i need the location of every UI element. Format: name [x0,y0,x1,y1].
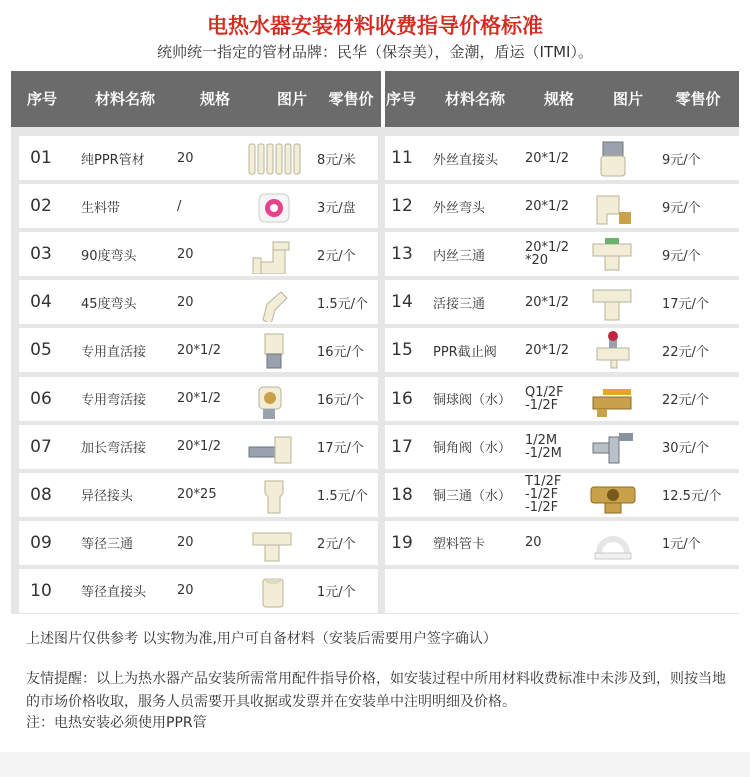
item-name: 45度弯头 [81,296,137,312]
header-name-right: 材料名称 [444,90,505,108]
image-disclaimer: 上述图片仅供参考 以实物为准,用户可自备材料（安装后需要用户签字确认） [26,631,497,647]
item-spec: 20 [177,535,194,551]
item-spec: 20*1/2 [525,150,569,166]
item-price: 2元/个 [317,537,356,553]
male-thread-elbow-icon [585,186,641,226]
plastic-pipe-clip-icon [585,523,641,563]
item-price: 9元/个 [662,248,701,264]
item-name: 活接三通 [433,296,486,312]
item-number: 14 [391,292,413,313]
item-price: 22元/个 [662,393,709,408]
item-number: 15 [391,340,413,361]
item-name: 90度弯头 [81,248,137,264]
bottom-band [0,752,750,777]
item-number: 07 [30,436,52,457]
item-spec: 20*1/2 [177,439,221,455]
item-number: 06 [30,388,52,409]
friendly-reminder: 友情提醒：以上为热水器产品安装所需常用配件指导价格，如安装过程中所用材料收费标准中未涉及到，则按当地的市场价格收取，服务人员需要开具收据或发票并在安装单中注明明细及价格。 [26,671,726,710]
table-row [19,521,378,565]
header-no-right: 序号 [385,90,416,108]
table-row [385,328,744,372]
item-price: 1.5元/个 [317,489,369,505]
item-number: 05 [30,340,52,361]
item-name: 异径接头 [81,489,134,505]
item-number: 08 [30,484,52,505]
header-spec-right: 规格 [543,90,574,108]
empty-row [385,569,744,613]
item-name: 专用直活接 [81,344,147,360]
table-row [19,136,378,180]
price-table [11,71,739,614]
item-name: 塑料管卡 [433,537,486,553]
item-spec: 20 [525,535,542,551]
brass-tee-icon [585,475,641,515]
item-price: 16元/个 [317,393,364,408]
ppr-stop-valve-icon [585,330,641,370]
table-row [19,280,378,324]
table-row [19,328,378,372]
male-thread-coupling-icon [585,138,641,178]
item-number: 13 [391,244,413,265]
item-spec: 20 [177,294,194,310]
table-row [385,136,744,180]
item-spec: 20 [177,583,194,599]
table-row [385,184,744,228]
table-row [385,425,744,469]
item-number: 11 [391,148,413,168]
item-name: 纯PPR管材 [81,152,145,168]
item-number: 03 [30,244,52,265]
item-price: 9元/个 [662,200,701,216]
item-spec: 20*1/2 [177,391,221,406]
table-row [19,569,378,613]
item-price: 12.5元/个 [662,489,722,505]
item-spec: 20*25 [177,487,217,503]
item-spec: / [177,198,182,214]
straight-union-icon [243,330,303,370]
item-price: 16元/个 [317,344,364,360]
item-spec: 20*1/2 *20 [525,240,569,269]
equal-tee-icon [243,523,303,563]
item-number: 04 [30,292,52,313]
item-number: 19 [391,532,413,553]
equal-coupling-icon [243,571,303,611]
item-price: 1.5元/个 [317,296,369,312]
brand-subtitle: 统帅统一指定的管材品牌：民华（保奈美），金潮，盾运（ITMI）。 [157,43,593,61]
item-spec: T1/2F -1/2F -1/2F [525,474,562,516]
table-row [385,377,744,421]
table-row [19,232,378,276]
item-spec: 20 [177,246,194,262]
item-price: 8元/米 [317,152,356,168]
item-spec: 20*1/2 [177,342,221,358]
item-spec: 20*1/2 [525,342,569,358]
female-thread-tee-icon [585,234,641,274]
header-spec-left: 规格 [199,90,230,108]
union-tee-icon [585,282,641,322]
table-header [11,71,739,127]
item-name: 外丝直接头 [433,152,499,168]
item-price: 9元/个 [662,152,701,168]
item-spec: Q1/2F -1/2F [525,384,564,413]
table-row [385,473,744,517]
item-number: 01 [30,148,52,168]
ppr-pipe-icon [243,138,303,178]
item-price: 2元/个 [317,248,356,264]
header-price-right: 零售价 [675,90,721,108]
item-number: 09 [30,532,52,553]
ppr-requirement-note: 注：电热安装必须使用PPR管 [26,715,207,731]
item-name: 等径直接头 [81,585,147,601]
table-row [19,184,378,228]
item-name: 铜三通（水） [433,489,512,505]
elbow-union-icon [243,379,303,419]
long-elbow-union-icon [243,427,303,467]
table-row [19,425,378,469]
header-price-left: 零售价 [328,90,374,108]
item-number: 02 [30,196,52,217]
item-name: 铜球阀（水） [433,393,512,408]
item-price: 1元/个 [662,537,701,553]
elbow-45-icon [243,282,303,322]
item-price: 30元/个 [662,441,709,457]
item-name: 专用弯活接 [81,393,147,408]
item-number: 10 [30,580,52,601]
item-spec: 20 [177,150,194,166]
brass-ball-valve-icon [585,379,641,419]
header-name-left: 材料名称 [94,90,155,108]
item-name: 生料带 [81,200,121,216]
page-title: 电热水器安装材料收费指导价格标准 [207,14,543,38]
ptfe-tape-icon [243,186,303,226]
header-no-left: 序号 [26,90,57,108]
table-row [385,521,744,565]
item-name: 铜角阀（水） [433,441,512,457]
item-name: 外丝弯头 [433,200,486,216]
table-row [19,473,378,517]
elbow-90-icon [243,234,303,274]
header-image-left: 图片 [276,90,307,108]
item-name: 内丝三通 [433,248,486,264]
table-row [385,280,744,324]
item-number: 18 [391,484,413,505]
item-price: 17元/个 [317,441,364,457]
item-price: 17元/个 [662,296,709,312]
reducer-icon [243,475,303,515]
item-name: 等径三通 [81,537,134,553]
brass-angle-valve-icon [585,427,641,467]
item-spec: 20*1/2 [525,294,569,310]
table-row [19,377,378,421]
item-spec: 20*1/2 [525,198,569,214]
item-number: 17 [391,436,413,457]
item-spec: 1/2M -1/2M [525,432,562,461]
item-name: 加长弯活接 [81,441,147,457]
item-price: 3元/盘 [317,200,356,216]
item-price: 22元/个 [662,344,709,360]
header-image-right: 图片 [612,90,643,108]
table-row [385,232,744,276]
item-price: 1元/个 [317,585,356,601]
item-name: PPR截止阀 [433,344,497,360]
item-number: 12 [391,196,413,217]
item-number: 16 [391,388,413,409]
